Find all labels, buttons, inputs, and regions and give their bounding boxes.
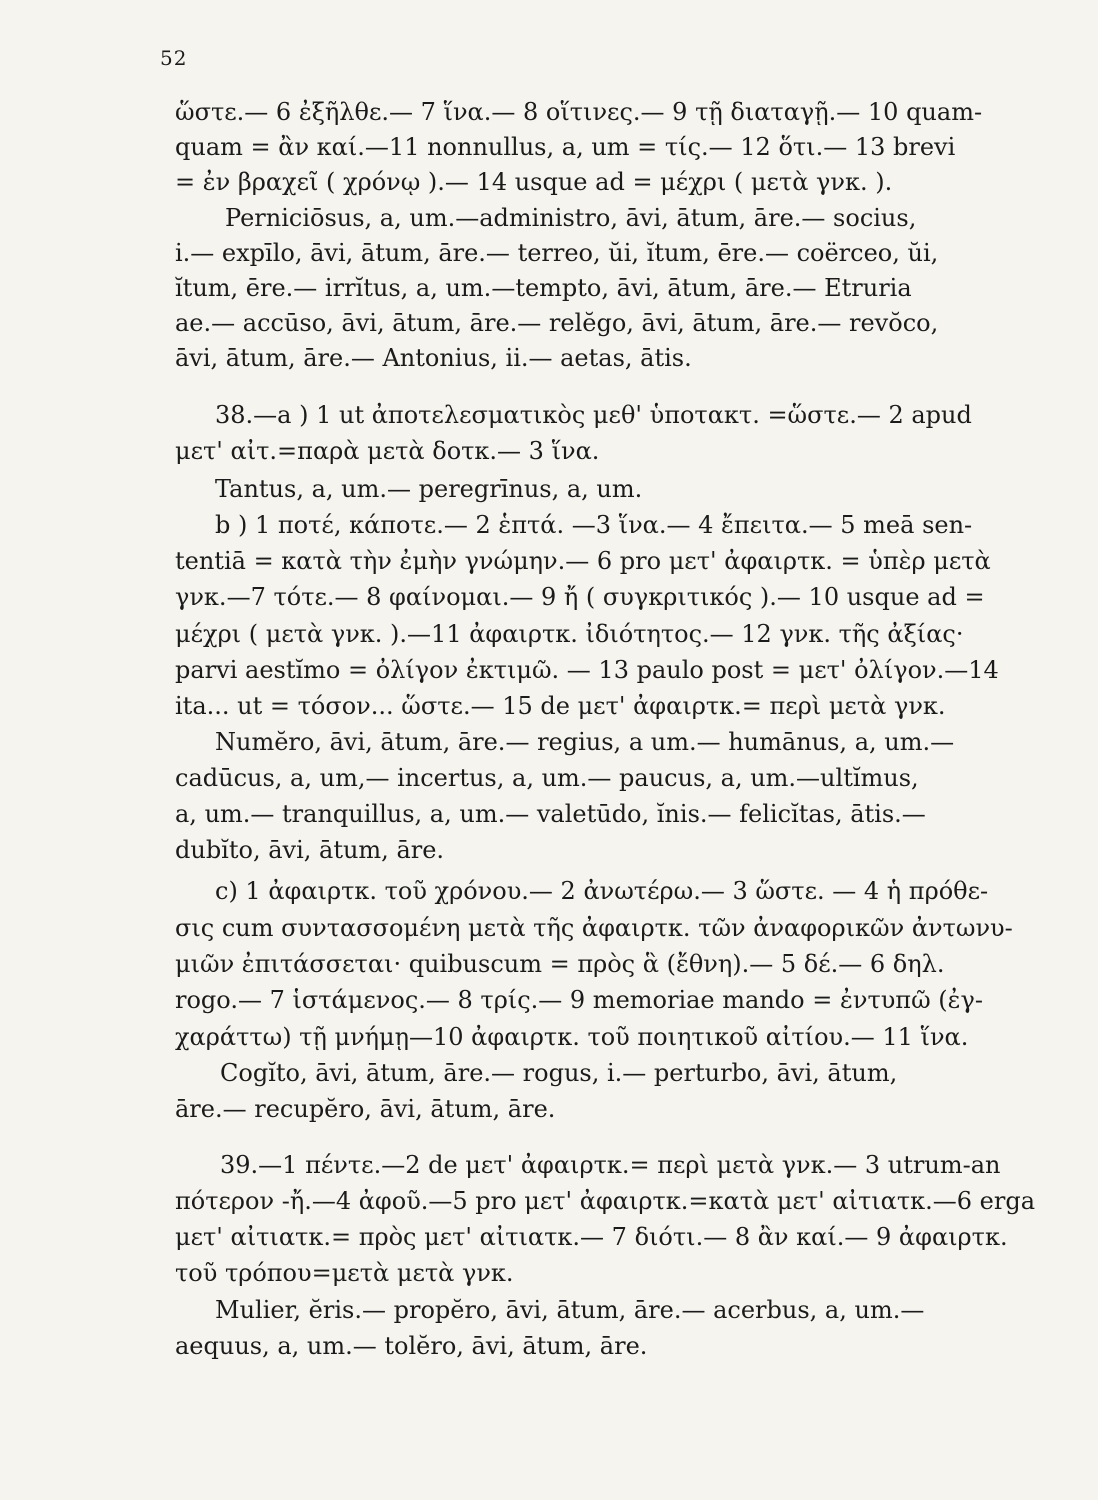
text-line: πότερον -ἤ.—4 ἀφοῦ.—5 pro μετ' ἀφαιρτκ.=κατὰ μετ' αἰτιατκ.—6 erga [175, 1187, 1036, 1215]
text-line: χαράττω) τῇ μνήμῃ—10 ἀφαιρτκ. τοῦ ποιητικοῦ αἰτίου.— 11 ἵνα. [175, 1023, 969, 1051]
text-line: ae.— accūso, āvi, ātum, āre.— relĕgo, āvi, ātum, āre.— revŏco, [175, 309, 939, 337]
page-number: 52 [160, 46, 188, 70]
text-line: b ) 1 ποτέ, κάποτε.— 2 ἑπτά. —3 ἵνα.— 4 ἔπειτα.— 5 meā sen- [215, 511, 973, 539]
text-line: parvi aestĭmo = ὀλίγον ἐκτιμῶ. — 13 paulo post = μετ' ὀλίγον.—14 [175, 656, 999, 684]
text-line: rogo.— 7 ἱστάμενος.— 8 τρίς.— 9 memoriae mando = ἐντυπῶ (ἐγ- [175, 986, 983, 1014]
section-39-heading-line: 39.—1 πέντε.—2 de μετ' ἀφαιρτκ.= περὶ μετὰ γνκ.— 3 utrum-an [220, 1151, 1001, 1179]
text-line: tentiā = κατὰ τὴν ἐμὴν γνώμην.— 6 pro μετ' ἀφαιρτκ. = ὑπὲρ μετὰ [175, 547, 991, 575]
text-line: μιῶν ἐπιτάσσεται· quibuscum = πρὸς ἃ (ἔθνη).— 5 δέ.— 6 δηλ. [175, 950, 945, 978]
text-line: Tantus, a, um.— peregrīnus, a, um. [215, 475, 643, 503]
text-line: quam = ἂν καί.—11 nonnullus, a, um = τίς.— 12 ὅτι.— 13 brevi [175, 133, 956, 161]
text-line: aequus, a, um.— tolĕro, āvi, ātum, āre. [175, 1332, 648, 1360]
text-line: Numĕro, āvi, ātum, āre.— regius, a um.— humānus, a, um.— [215, 728, 955, 756]
text-line: ĭtum, ēre.— irrĭtus, a, um.—tempto, āvi, ātum, āre.— Etruria [175, 274, 912, 302]
text-line: ita... ut = τόσον... ὥστε.— 15 de μετ' ἀφαιρτκ.= περὶ μετὰ γνκ. [175, 692, 946, 720]
text-line: i.— expīlo, āvi, ātum, āre.— terreo, ŭi, ĭtum, ēre.— coërceo, ŭi, [175, 239, 939, 267]
text-line: Perniciōsus, a, um.—administro, āvi, ātum, āre.— socius, [225, 204, 917, 232]
text-line: āvi, ātum, āre.— Antonius, ii.— aetas, ātis. [175, 344, 692, 372]
section-38-heading-line: 38.—a ) 1 ut ἀποτελεσματικὸς μεθ' ὑποτακτ. =ὥστε.— 2 apud [215, 401, 972, 429]
text-line: cadūcus, a, um,— incertus, a, um.— paucus, a, um.—ultĭmus, [175, 764, 919, 792]
text-line: āre.— recupĕro, āvi, ātum, āre. [175, 1095, 556, 1123]
text-line: μετ' αἰτιατκ.= πρὸς μετ' αἰτιατκ.— 7 διότι.— 8 ἂν καί.— 9 ἀφαιρτκ. [175, 1223, 1008, 1251]
text-line: μετ' αἰτ.=παρὰ μετὰ δοτκ.— 3 ἵνα. [175, 437, 600, 465]
text-line: = ἐν βραχεῖ ( χρόνῳ ).— 14 usque ad = μέχρι ( μετὰ γνκ. ). [175, 168, 893, 196]
text-line: Cogĭto, āvi, ātum, āre.— rogus, i.— perturbo, āvi, ātum, [220, 1059, 898, 1087]
text-line: γνκ.—7 τότε.— 8 φαίνομαι.— 9 ἤ ( συγκριτικός ).— 10 usque ad = [175, 583, 985, 611]
text-line: dubĭto, āvi, ātum, āre. [175, 836, 445, 864]
text-line: Mulier, ĕris.— propĕro, āvi, ātum, āre.— acerbus, a, um.— [215, 1296, 925, 1324]
text-line: c) 1 ἀφαιρτκ. τοῦ χρόνου.— 2 ἀνωτέρω.— 3 ὥστε. — 4 ἡ πρόθε- [215, 877, 989, 905]
text-line: a, um.— tranquillus, a, um.— valetūdo, ĭnis.— felicĭtas, ātis.— [175, 800, 926, 828]
text-line: ὥστε.— 6 ἐξῆλθε.— 7 ἵνα.— 8 οἵτινες.— 9 τῇ διαταγῇ.— 10 quam- [175, 98, 983, 126]
text-line: τοῦ τρόπου=μετὰ μετὰ γνκ. [175, 1259, 514, 1287]
text-line: σις cum συντασσομένη μετὰ τῆς ἀφαιρτκ. τῶν ἀναφορικῶν ἀντωνυ- [175, 914, 1013, 942]
text-line: μέχρι ( μετὰ γνκ. ).—11 ἀφαιρτκ. ἰδιότητος.— 12 γνκ. τῆς ἀξίας· [175, 620, 964, 648]
